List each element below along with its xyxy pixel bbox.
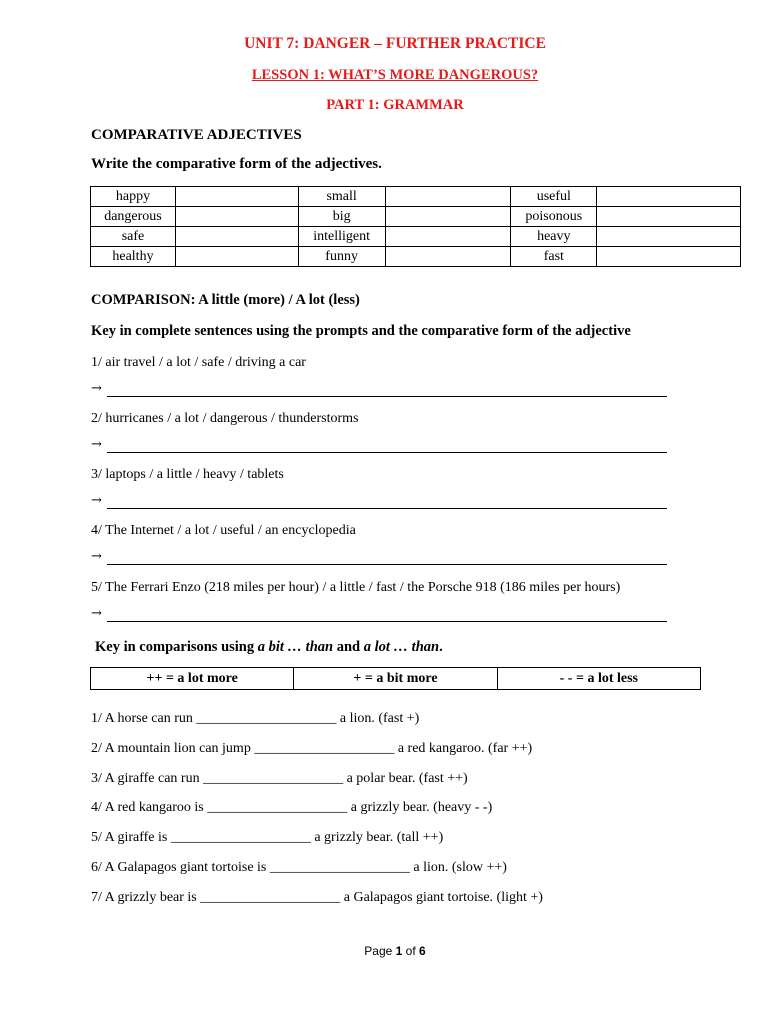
comparative-answer-cell[interactable] — [597, 187, 741, 207]
instruction-text-mid: and — [333, 639, 364, 655]
comparative-answer-cell[interactable] — [385, 207, 511, 227]
page-total: 6 — [419, 944, 426, 958]
answer-line[interactable] — [91, 548, 667, 566]
comparison-key-row — [91, 668, 701, 690]
arrow-icon: → — [91, 381, 102, 396]
adjective-cell: healthy — [91, 247, 176, 267]
adjective-cell: fast — [511, 247, 597, 267]
adjective-cell: intelligent — [298, 227, 385, 247]
adjective-cell: dangerous — [91, 207, 176, 227]
instruction-emphasis-a-lot: a lot … than — [363, 639, 440, 655]
comparative-answer-cell[interactable] — [597, 247, 741, 267]
section-instruction-comparative: Write the comparative form of the adjectives. — [91, 156, 382, 172]
comparative-answer-cell[interactable] — [175, 227, 298, 247]
adjective-cell: happy — [91, 187, 176, 207]
section-heading-comparison: COMPARISON: A little (more) / A lot (less) — [91, 292, 360, 308]
sentence-prompt: 2/ hurricanes / a lot / dangerous / thunderstorms — [91, 411, 359, 426]
arrow-icon: → — [91, 549, 102, 564]
adjective-cell: big — [298, 207, 385, 227]
adjectives-table — [90, 186, 741, 267]
comparative-answer-cell[interactable] — [385, 227, 511, 247]
lesson-title: LESSON 1: WHAT’S MORE DANGEROUS? — [251, 67, 539, 83]
fill-in-sentence[interactable]: 1/ A horse can run ____________________ a lion. (fast +) — [91, 711, 420, 726]
fill-in-sentence[interactable]: 7/ A grizzly bear is ____________________ a Galapagos giant tortoise. (light +) — [91, 890, 543, 905]
comparative-answer-cell[interactable] — [385, 187, 511, 207]
key-a-lot-more: ++ = a lot more — [91, 668, 294, 690]
fill-in-sentence[interactable]: 6/ A Galapagos giant tortoise is ____________________ a lion. (slow ++) — [91, 860, 507, 875]
instruction-text-suffix: . — [439, 639, 443, 655]
adjective-cell: useful — [511, 187, 597, 207]
adjective-cell: funny — [298, 247, 385, 267]
comparison-key-table — [90, 667, 701, 690]
key-a-lot-less: - - = a lot less — [497, 668, 700, 690]
adjective-cell: poisonous — [511, 207, 597, 227]
answer-line[interactable] — [91, 380, 667, 398]
sentence-prompt: 3/ laptops / a little / heavy / tablets — [91, 467, 284, 482]
sentence-prompt: 4/ The Internet / a lot / useful / an encyclopedia — [91, 523, 356, 538]
adjective-cell: small — [298, 187, 385, 207]
answer-underline — [107, 508, 667, 509]
key-a-bit-more: + = a bit more — [294, 668, 497, 690]
sentence-prompt: 5/ The Ferrari Enzo (218 miles per hour) / a little / fast / the Porsche 918 (186 miles per hours) — [91, 580, 621, 595]
answer-underline — [107, 452, 667, 453]
arrow-icon: → — [91, 437, 102, 452]
page-of: of — [402, 944, 420, 958]
fill-in-sentence[interactable]: 4/ A red kangaroo is ____________________ a grizzly bear. (heavy - -) — [91, 800, 493, 815]
section-instruction-sentences: Key in complete sentences using the prompts and the comparative form of the adjective — [91, 323, 631, 339]
arrow-icon: → — [91, 606, 102, 621]
section-instruction-comparisons — [95, 638, 443, 656]
comparative-answer-cell[interactable] — [597, 227, 741, 247]
adjectives-table-row — [91, 187, 741, 207]
page-current: 1 — [395, 944, 403, 958]
adjective-cell: safe — [91, 227, 176, 247]
section-heading-comparative-adjectives: COMPARATIVE ADJECTIVES — [91, 127, 302, 143]
fill-in-sentence[interactable]: 5/ A giraffe is ____________________ a grizzly bear. (tall ++) — [91, 830, 444, 845]
unit-title: UNIT 7: DANGER – FURTHER PRACTICE — [244, 35, 546, 52]
fill-in-sentence[interactable]: 2/ A mountain lion can jump ____________________ a red kangaroo. (far ++) — [91, 741, 533, 756]
sentence-prompt: 1/ air travel / a lot / safe / driving a car — [91, 355, 306, 370]
comparative-answer-cell[interactable] — [175, 247, 298, 267]
instruction-text-prefix: Key in comparisons using — [95, 639, 258, 655]
adjectives-table-row — [91, 227, 741, 247]
arrow-icon: → — [91, 493, 102, 508]
page-number — [0, 943, 768, 959]
page-word: Page — [364, 944, 396, 958]
answer-underline — [107, 621, 667, 622]
comparative-answer-cell[interactable] — [175, 207, 298, 227]
answer-underline — [107, 564, 667, 565]
part-title: PART 1: GRAMMAR — [326, 97, 464, 113]
comparative-answer-cell[interactable] — [385, 247, 511, 267]
answer-underline — [107, 396, 667, 397]
instruction-emphasis-a-bit: a bit … than — [257, 639, 334, 655]
adjectives-table-row — [91, 207, 741, 227]
answer-line[interactable] — [91, 436, 667, 454]
comparative-answer-cell[interactable] — [175, 187, 298, 207]
answer-line[interactable] — [91, 605, 667, 623]
comparative-answer-cell[interactable] — [597, 207, 741, 227]
adjective-cell: heavy — [511, 227, 597, 247]
answer-line[interactable] — [91, 492, 667, 510]
adjectives-table-row — [91, 247, 741, 267]
fill-in-sentence[interactable]: 3/ A giraffe can run ____________________ a polar bear. (fast ++) — [91, 771, 468, 786]
